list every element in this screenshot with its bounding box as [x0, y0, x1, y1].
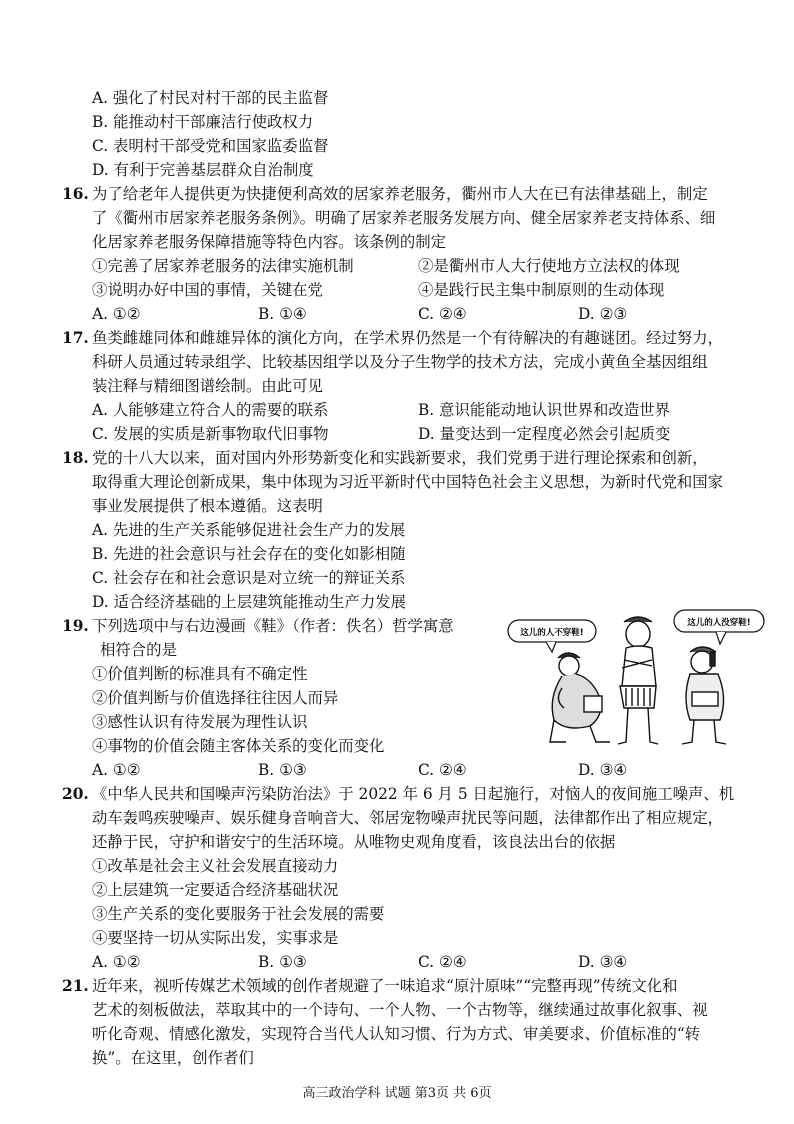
page-footer: 高三政治学科 试题 第3页 共 6页	[302, 1086, 492, 1101]
q20-item-3: ③生产关系的变化要服务于社会发展的需要	[92, 905, 385, 923]
q18-option-c: C. 社会存在和社会意识是对立统一的辩证关系	[92, 569, 406, 587]
q20-stem-line: 《中华人民共和国噪声污染防治法》于 2022 年 6 月 5 日起施行，对恼人的夜间施工噪声、机	[92, 785, 735, 803]
q16-choice-a: A. ①②	[92, 305, 141, 323]
q17-number: 17.	[62, 329, 89, 347]
q16-stem-line: 化居家养老服务保障措施等特色内容。该条例的制定	[92, 233, 446, 251]
q18-option-a: A. 先进的生产关系能够促进社会生产力的发展	[92, 521, 406, 539]
q19-stem-line: 下列选项中与右边漫画《鞋》（作者：佚名）哲学寓意	[92, 617, 454, 635]
q20-item-1: ①改革是社会主义社会发展直接动力	[92, 857, 339, 875]
standing-man-figure	[618, 617, 658, 744]
q21-stem-line: 换”。在这里，创作者们	[92, 1049, 254, 1067]
q18-option-d: D. 适合经济基础的上层建筑能推动生产力发展	[92, 593, 406, 611]
q18-option-b: B. 先进的社会意识与社会存在的变化如影相随	[92, 545, 406, 563]
q16-item-3: ③说明办好中国的事情，关键在党	[92, 281, 323, 299]
q16-item-4: ④是践行民主集中制原则的生动体现	[418, 281, 665, 299]
q16-item-1: ①完善了居家养老服务的法律实施机制	[92, 257, 354, 275]
q16-stem-line: 了《衢州市居家养老服务条例》。明确了居家养老服务发展方向、健全居家养老支持体系、细	[92, 209, 716, 227]
q16-number: 16.	[62, 185, 89, 203]
q20-stem-line: 还静于民，守护和谐安宁的生活环境。从唯物史观角度看，该良法出台的依据	[92, 833, 616, 851]
q19-choice-d: D. ③④	[578, 761, 628, 779]
q17-option-c: C. 发展的实质是新事物取代旧事物	[92, 425, 329, 443]
q20-stem-line: 动车轰鸣疾驶噪声、娱乐健身音响音大、邻居宠物噪声扰民等问题，法律都作出了相应规定，	[92, 809, 724, 827]
q19-choice-b: B. ①③	[258, 761, 307, 779]
phone-man-figure	[682, 647, 726, 744]
q20-item-2: ②上层建筑一定要适合经济基础状况	[92, 881, 339, 899]
speech-bubble-right	[674, 610, 764, 644]
q17-stem-line: 鱼类雌雄同体和雌雄异体的演化方向，在学术界仍然是一个有待解决的有趣谜团。经过努力，	[92, 329, 724, 347]
q18-stem-line: 取得重大理论创新成果，集中体现为习近平新时代中国特色社会主义思想，为新时代党和国家	[92, 473, 724, 491]
q20-choice-b: B. ①③	[258, 953, 307, 971]
q21-stem-line: 艺术的刻板做法，萃取其中的一个诗句、一个人物、一个古物等，继续通过故事化叙事、视	[92, 1001, 708, 1019]
q17-stem-line: 科研人员通过转录组学、比较基因组学以及分子生物学的技术方法，完成小黄鱼全基因组组	[92, 353, 708, 371]
q16-choice-d: D. ②③	[578, 305, 628, 323]
q19-item-1: ①价值判断的标准具有不确定性	[92, 665, 308, 683]
q19-choice-c: C. ②④	[418, 761, 467, 779]
q17-option-b: B. 意识能能动地认识世界和改造世界	[418, 401, 670, 419]
q16-item-2: ②是衢州市人大行使地方立法权的体现	[418, 257, 680, 275]
q21-number: 21.	[62, 977, 89, 995]
q20-number: 20.	[62, 785, 89, 803]
q17-option-a: A. 人能够建立符合人的需要的联系	[92, 401, 329, 419]
q19-item-2: ②价值判断与价值选择往往因人而异	[92, 689, 339, 707]
q16-stem-line: 为了给老年人提供更为快捷便利高效的居家养老服务，衢州市人大在已有法律基础上，制定	[92, 185, 708, 203]
q19-number: 19.	[62, 617, 89, 635]
q19-choice-a: A. ①②	[92, 761, 141, 779]
q20-choice-d: D. ③④	[578, 953, 628, 971]
q17-stem-line: 装注释与精细图谱绘制。由此可见	[92, 377, 323, 395]
q20-choice-c: C. ②④	[418, 953, 467, 971]
q19-item-3: ③感性认识有待发展为理性认识	[92, 713, 308, 731]
bubble-right-text: 这儿的人没穿鞋!	[687, 618, 751, 628]
speech-bubble-left	[508, 620, 596, 652]
q15-option-a: A. 强化了村民对村干部的民主监督	[92, 89, 329, 107]
q17-option-d: D. 量变达到一定程度必然会引起质变	[418, 425, 671, 443]
q19-item-4: ④事物的价值会随主客体关系的变化而变化	[92, 737, 385, 755]
shoe-cartoon	[506, 608, 768, 754]
q20-choice-a: A. ①②	[92, 953, 141, 971]
q16-choice-c: C. ②④	[418, 305, 467, 323]
q18-stem-line: 党的十八大以来，面对国内外形势新变化和实践新要求，我们党勇于进行理论探索和创新，	[92, 449, 708, 467]
crouching-man-figure	[550, 653, 610, 742]
q21-stem-line: 听化奇观、情感化激发，实现符合当代人认知习惯、行为方式、审美要求、价值标准的“转	[92, 1025, 701, 1043]
q18-number: 18.	[62, 449, 89, 467]
q21-stem-line: 近年来，视听传媒艺术领域的创作者规避了一味追求“原汁原味”“完整再现”传统文化和	[92, 977, 678, 995]
q19-stem-line: 相符合的是	[100, 641, 177, 659]
q20-item-4: ④要坚持一切从实际出发，实事求是	[92, 929, 339, 947]
q18-stem-line: 事业发展提供了根本遵循。这表明	[92, 497, 323, 515]
q15-option-c: C. 表明村干部受党和国家监委监督	[92, 137, 329, 155]
q15-option-d: D. 有利于完善基层群众自治制度	[92, 161, 314, 179]
q16-choice-b: B. ①④	[258, 305, 307, 323]
q15-option-b: B. 能推动村干部廉洁行使政权力	[92, 113, 314, 131]
bubble-left-text: 这儿的人不穿鞋!	[520, 628, 584, 638]
